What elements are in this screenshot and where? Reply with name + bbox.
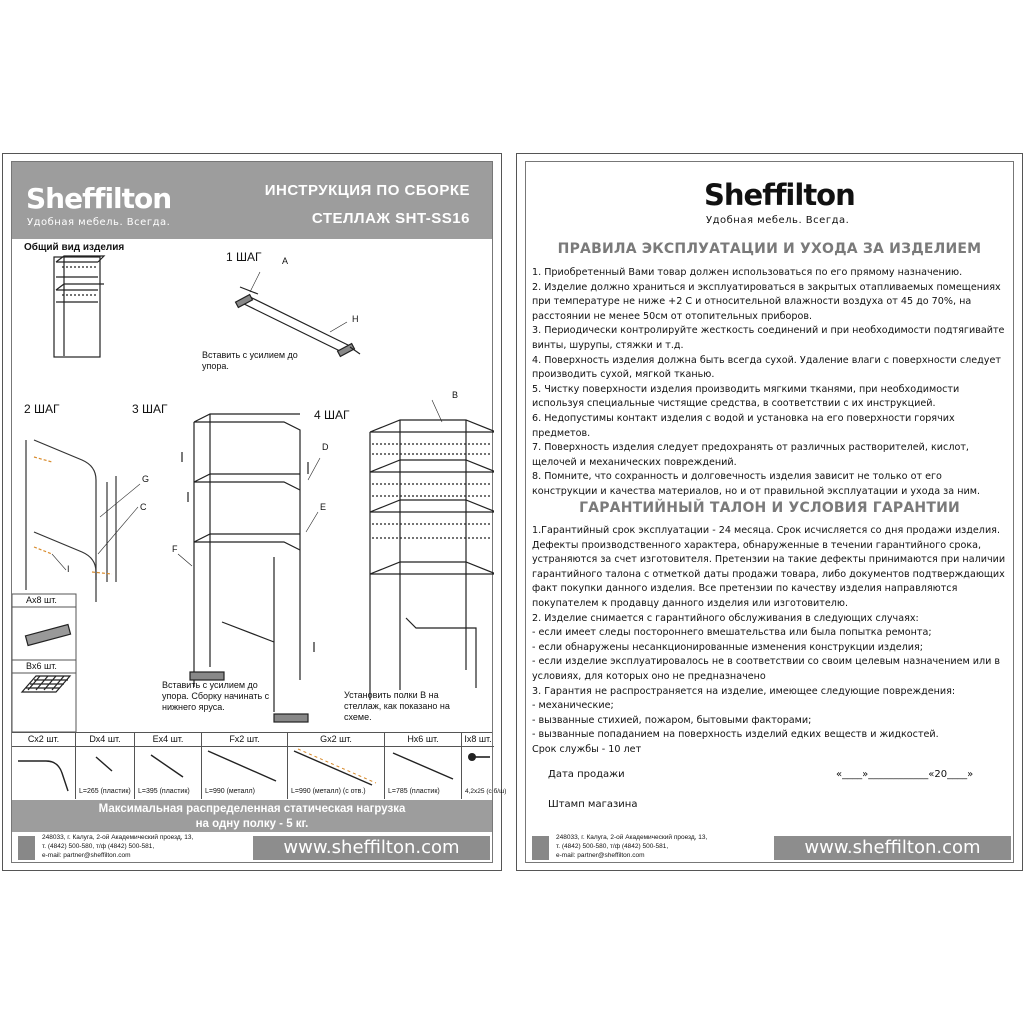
overview-rack-drawing [54, 256, 104, 357]
part-a-drawing [25, 624, 70, 645]
part-g-length: L=990 (металл) (с отв.) [291, 788, 366, 795]
step1-drawing [236, 272, 360, 356]
step4-drawing [370, 400, 494, 700]
warranty-item: - вызванные стихией, пожаром, бытовыми факторами; [532, 714, 812, 726]
email-line: e-mail: partner@sheffilton.com [42, 852, 131, 859]
care-rules-heading: ПРАВИЛА ЭКСПЛУАТАЦИИ И УХОДА ЗА ИЗДЕЛИЕМ [557, 241, 982, 257]
callout-c: C [140, 502, 147, 512]
callout-d: D [322, 442, 329, 452]
service-life: Срок службы - 10 лет [532, 743, 642, 755]
step3-note: Вставить с усилием до упора. Сборку начинать с нижнего яруса. [162, 680, 270, 712]
part-i-cell [461, 733, 507, 799]
part-b-drawing [22, 676, 70, 692]
website-link[interactable]: www.sheffilton.com [253, 836, 490, 860]
brand-logo: Sheffilton [704, 178, 855, 212]
part-b-label: Bx6 шт. [26, 661, 57, 671]
part-c-drawing [12, 747, 74, 797]
phone-line: т. (4842) 500-580, т/ф (4842) 500-581, [42, 843, 155, 850]
part-h-head: Hx6 шт. [385, 733, 461, 747]
warranty-terms [532, 524, 1009, 758]
footer-marker [532, 836, 549, 860]
callout-b: B [452, 390, 459, 400]
address-line: 248033, г. Калуга, 2-ой Академический проезд, 13, [556, 834, 708, 841]
rule-item: 8. Помните, что сохранность и долговечность изделия зависит не только от его конструкции и качества материалов, но и от правильной эксплуатации и ухода за ним. [532, 471, 980, 497]
step1-label: 1 ШАГ [226, 250, 262, 264]
callout-h: H [352, 314, 359, 324]
store-stamp-label: Штамп магазина [548, 799, 638, 810]
step3-label: 3 ШАГ [132, 402, 168, 416]
brand-tagline: Удобная мебель. Всегда. [27, 217, 171, 228]
phone-line: т. (4842) 500-580, т/ф (4842) 500-581, [556, 843, 669, 850]
max-load-line1: Максимальная распределенная статическая нагрузка [98, 803, 406, 815]
callout-a: A [282, 256, 289, 266]
rule-item: 6. Недопустимы контакт изделия с водой и установка на его поверхности горячих предметов. [532, 412, 955, 439]
callout-e: E [320, 502, 327, 512]
step4-label: 4 ШАГ [314, 408, 350, 422]
warranty-item: - если изделие эксплуатировалось не в соответствии со своим целевым назначением или в условиях, для которых оно не предназначено [532, 656, 1001, 682]
part-e-head: Ex4 шт. [135, 733, 201, 747]
product-model: СТЕЛЛАЖ SHT-SS16 [311, 210, 470, 227]
warranty-heading: ГАРАНТИЙНЫЙ ТАЛОН И УСЛОВИЯ ГАРАНТИИ [579, 500, 960, 516]
care-rules-list [532, 266, 1009, 500]
part-g-cell [287, 733, 384, 799]
part-d-cell [75, 733, 134, 799]
company-address [42, 833, 193, 860]
email-line: e-mail: partner@sheffilton.com [556, 852, 645, 859]
max-load-banner [12, 800, 492, 832]
part-a-label: Ax8 шт. [26, 595, 57, 605]
left-footer [12, 832, 492, 862]
care-warranty-page [516, 153, 1023, 871]
callout-g: G [142, 474, 150, 484]
rule-item: 7. Поверхность изделия следует предохранять от различных растворителей, кислот, щелочей и механических повреждений. [532, 442, 969, 468]
step2-label: 2 ШАГ [24, 402, 60, 416]
warranty-item: 3. Гарантия не распространяется на изделие, имеющее следующие повреждения: [532, 685, 956, 697]
step4-note: Установить полки B на стеллаж, как показано на схеме. [344, 690, 450, 722]
part-i-head: Ix8 шт. [462, 733, 494, 747]
part-e-length: L=395 (пластик) [138, 788, 190, 795]
part-h-cell [384, 733, 461, 799]
warranty-item: - если имеет следы постороннего вмешательства или была попытка ремонта; [532, 627, 932, 639]
brand-tagline: Удобная мебель. Всегда. [706, 215, 850, 226]
step1-note: Вставить с усилием до упора. [202, 350, 298, 371]
callout-i: I [67, 564, 70, 574]
part-h-length: L=785 (пластик) [388, 788, 440, 795]
part-e-cell [134, 733, 201, 799]
footer-marker [18, 836, 35, 860]
part-g-head: Gx2 шт. [288, 733, 384, 747]
company-address [556, 833, 707, 860]
care-page-frame [525, 161, 1014, 863]
right-footer [526, 832, 1013, 862]
rule-item: 4. Поверхность изделия должна быть всегда сухой. Удаление влаги с поверхности следует производить сухой, мягкой тканью. [532, 354, 1001, 381]
overview-label: Общий вид изделия [24, 242, 125, 253]
part-d-head: Dx4 шт. [76, 733, 134, 747]
part-c-head: Cx2 шт. [12, 733, 75, 747]
website-link[interactable]: www.sheffilton.com [774, 836, 1011, 860]
part-d-length: L=265 (пластик) [79, 788, 131, 795]
warranty-item: 1.Гарантийный срок эксплуатации - 24 месяца. Срок исчисляется со дня продажи изделия. Дефекты производственного характера, обнаруженные в течении гарантийного срока, устраняются за счет изготовителя. Претензии на такие дефекты принимаются при наличии гарантийного талона с отметкой даты продажи товара, либо документов подтверждающих факт покупки данного изделия. Все претензии по качеству изделия направляются покупателем к продавцу данного изделия или изготовителю. [532, 525, 1006, 609]
part-f-cell [201, 733, 287, 799]
warranty-item: - если обнаружены несанкционированные изменения конструкции изделия; [532, 641, 923, 653]
instruction-title: ИНСТРУКЦИЯ ПО СБОРКЕ [264, 182, 470, 199]
rule-item: 5. Чистку поверхности изделия производить мягкими тканями, при необходимости используя специальные чистящие средства, в соответствии с их инструкцией. [532, 383, 960, 410]
max-load-line2: на одну полку - 5 кг. [195, 818, 309, 830]
part-i-length: 4,2x25 (с б/ш) [465, 788, 507, 795]
warranty-item: - вызванные попаданием на поверхность изделий едких веществ и жидкостей. [532, 729, 939, 741]
sale-date-field[interactable]: «____»____________«20____» [836, 769, 974, 780]
part-f-length: L=990 (металл) [205, 788, 255, 795]
warranty-item: - механические; [532, 700, 614, 712]
step3-drawing [178, 414, 320, 722]
warranty-item: 2. Изделие снимается с гарантийного обслуживания в следующих случаях: [532, 612, 919, 624]
step2-drawing [26, 440, 140, 602]
assembly-diagrams [12, 162, 494, 732]
brand-logo: Sheffilton [26, 182, 172, 215]
rule-item: 1. Приобретенный Вами товар должен использоваться по его прямому назначению. [532, 267, 963, 278]
rule-item: 3. Периодически контролируйте жесткость соединений и при необходимости подтягивайте винты, шурупы, стяжки и т.д. [532, 325, 1005, 351]
parts-table [12, 732, 507, 799]
callout-f: F [172, 544, 178, 554]
address-line: 248033, г. Калуга, 2-ой Академический проезд, 13, [42, 834, 194, 841]
sale-date-label: Дата продажи [548, 769, 625, 780]
part-c-cell [12, 733, 75, 799]
part-f-head: Fx2 шт. [202, 733, 287, 747]
assembly-instruction-page [2, 153, 507, 871]
assembly-page-frame [11, 161, 507, 863]
rule-item: 2. Изделие должно храниться и эксплуатироваться в закрытых отапливаемых помещениях при температуре не ниже +2 С и относительной влажности воздуха от 45 до 70%, на расстоянии не менее 50см от отопительных приборов. [532, 281, 1001, 322]
